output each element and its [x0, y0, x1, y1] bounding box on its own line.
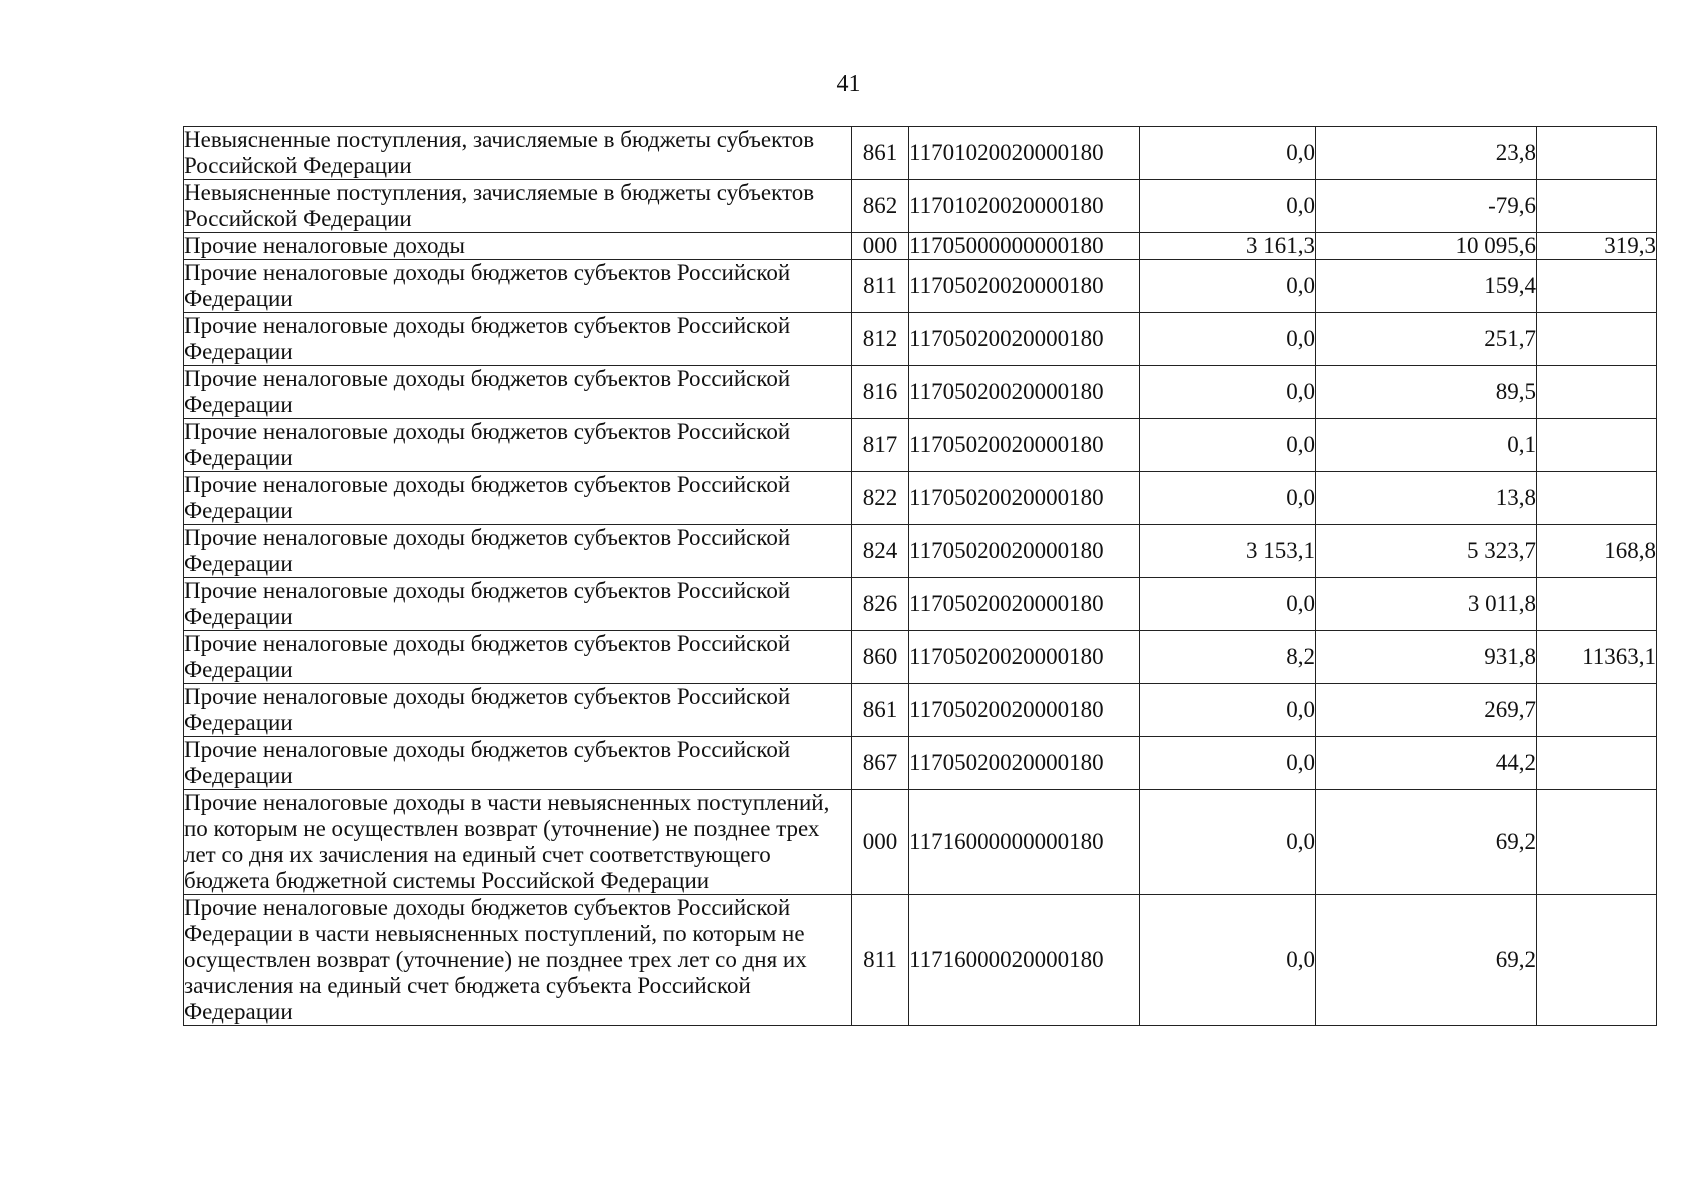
- income-name-cell: Прочие неналоговые доходы: [184, 233, 852, 260]
- income-name-cell: Прочие неналоговые доходы бюджетов субъектов Российской Федерации: [184, 419, 852, 472]
- classification-code-cell: 11716000000000180: [909, 790, 1140, 895]
- table-row: [184, 127, 1657, 180]
- value-col-3-cell: 168,8: [1537, 525, 1657, 578]
- value-col-1-cell: 0,0: [1140, 472, 1316, 525]
- value-col-2-cell: 931,8: [1316, 631, 1537, 684]
- value-col-2-cell: 159,4: [1316, 260, 1537, 313]
- value-col-1-cell: 0,0: [1140, 737, 1316, 790]
- table-row: [184, 260, 1657, 313]
- table-body: [184, 127, 1657, 1026]
- value-col-3-cell: [1537, 790, 1657, 895]
- income-name-cell: Прочие неналоговые доходы бюджетов субъектов Российской Федерации: [184, 366, 852, 419]
- admin-code-cell: 816: [852, 366, 909, 419]
- admin-code-cell: 861: [852, 127, 909, 180]
- income-name-cell: Прочие неналоговые доходы бюджетов субъектов Российской Федерации: [184, 260, 852, 313]
- admin-code-cell: 862: [852, 180, 909, 233]
- income-name-cell: Прочие неналоговые доходы бюджетов субъектов Российской Федерации: [184, 472, 852, 525]
- value-col-3-cell: [1537, 366, 1657, 419]
- table-row: [184, 737, 1657, 790]
- value-col-1-cell: 3 153,1: [1140, 525, 1316, 578]
- table-row: [184, 313, 1657, 366]
- classification-code-cell: 11705020020000180: [909, 419, 1140, 472]
- value-col-1-cell: 0,0: [1140, 419, 1316, 472]
- page-number: 41: [836, 71, 861, 97]
- table-row: [184, 578, 1657, 631]
- value-col-2-cell: 269,7: [1316, 684, 1537, 737]
- value-col-3-cell: [1537, 260, 1657, 313]
- income-name-cell: Прочие неналоговые доходы бюджетов субъектов Российской Федерации: [184, 525, 852, 578]
- value-col-3-cell: [1537, 127, 1657, 180]
- income-name-cell: Невыясненные поступления, зачисляемые в бюджеты субъектов Российской Федерации: [184, 180, 852, 233]
- value-col-2-cell: 251,7: [1316, 313, 1537, 366]
- classification-code-cell: 11705020020000180: [909, 578, 1140, 631]
- classification-code-cell: 11705020020000180: [909, 737, 1140, 790]
- admin-code-cell: 811: [852, 260, 909, 313]
- classification-code-cell: 11701020020000180: [909, 180, 1140, 233]
- value-col-3-cell: [1537, 578, 1657, 631]
- value-col-1-cell: 0,0: [1140, 366, 1316, 419]
- value-col-1-cell: 3 161,3: [1140, 233, 1316, 260]
- value-col-2-cell: 0,1: [1316, 419, 1537, 472]
- value-col-3-cell: [1537, 180, 1657, 233]
- value-col-1-cell: 0,0: [1140, 313, 1316, 366]
- table-row: [184, 366, 1657, 419]
- classification-code-cell: 11705000000000180: [909, 233, 1140, 260]
- value-col-1-cell: 0,0: [1140, 790, 1316, 895]
- value-col-2-cell: 69,2: [1316, 895, 1537, 1026]
- value-col-3-cell: [1537, 895, 1657, 1026]
- admin-code-cell: 826: [852, 578, 909, 631]
- admin-code-cell: 812: [852, 313, 909, 366]
- value-col-1-cell: 8,2: [1140, 631, 1316, 684]
- classification-code-cell: 11705020020000180: [909, 260, 1140, 313]
- value-col-2-cell: 10 095,6: [1316, 233, 1537, 260]
- admin-code-cell: 861: [852, 684, 909, 737]
- classification-code-cell: 11701020020000180: [909, 127, 1140, 180]
- value-col-1-cell: 0,0: [1140, 578, 1316, 631]
- income-name-cell: Невыясненные поступления, зачисляемые в бюджеты субъектов Российской Федерации: [184, 127, 852, 180]
- table-row: [184, 790, 1657, 895]
- value-col-2-cell: 5 323,7: [1316, 525, 1537, 578]
- table-row: [184, 631, 1657, 684]
- value-col-2-cell: 44,2: [1316, 737, 1537, 790]
- classification-code-cell: 11705020020000180: [909, 313, 1140, 366]
- admin-code-cell: 811: [852, 895, 909, 1026]
- income-name-cell: Прочие неналоговые доходы бюджетов субъектов Российской Федерации в части невыясненных поступлений, по которым не осуществлен возврат (уточнение) не позднее трех лет со дня их зачисления на единый счет бюджета субъекта Российской Федерации: [184, 895, 852, 1026]
- admin-code-cell: 000: [852, 233, 909, 260]
- admin-code-cell: 824: [852, 525, 909, 578]
- revenue-table: [183, 126, 1657, 1026]
- income-name-cell: Прочие неналоговые доходы в части невыясненных поступлений, по которым не осуществлен возврат (уточнение) не позднее трех лет со дня их зачисления на единый счет соответствующего бюджета бюджетной системы Российской Федерации: [184, 790, 852, 895]
- classification-code-cell: 11716000020000180: [909, 895, 1140, 1026]
- admin-code-cell: 867: [852, 737, 909, 790]
- value-col-1-cell: 0,0: [1140, 127, 1316, 180]
- value-col-2-cell: 69,2: [1316, 790, 1537, 895]
- value-col-1-cell: 0,0: [1140, 180, 1316, 233]
- value-col-3-cell: [1537, 313, 1657, 366]
- value-col-3-cell: [1537, 419, 1657, 472]
- value-col-2-cell: 89,5: [1316, 366, 1537, 419]
- income-name-cell: Прочие неналоговые доходы бюджетов субъектов Российской Федерации: [184, 313, 852, 366]
- table-row: [184, 233, 1657, 260]
- classification-code-cell: 11705020020000180: [909, 366, 1140, 419]
- value-col-2-cell: -79,6: [1316, 180, 1537, 233]
- value-col-3-cell: [1537, 684, 1657, 737]
- classification-code-cell: 11705020020000180: [909, 472, 1140, 525]
- value-col-2-cell: 3 011,8: [1316, 578, 1537, 631]
- admin-code-cell: 817: [852, 419, 909, 472]
- table-row: [184, 525, 1657, 578]
- income-name-cell: Прочие неналоговые доходы бюджетов субъектов Российской Федерации: [184, 684, 852, 737]
- admin-code-cell: 822: [852, 472, 909, 525]
- value-col-2-cell: 13,8: [1316, 472, 1537, 525]
- value-col-1-cell: 0,0: [1140, 895, 1316, 1026]
- admin-code-cell: 000: [852, 790, 909, 895]
- value-col-3-cell: 11363,1: [1537, 631, 1657, 684]
- table-row: [184, 180, 1657, 233]
- value-col-2-cell: 23,8: [1316, 127, 1537, 180]
- value-col-1-cell: 0,0: [1140, 260, 1316, 313]
- classification-code-cell: 11705020020000180: [909, 684, 1140, 737]
- value-col-1-cell: 0,0: [1140, 684, 1316, 737]
- table-row: [184, 472, 1657, 525]
- admin-code-cell: 860: [852, 631, 909, 684]
- income-name-cell: Прочие неналоговые доходы бюджетов субъектов Российской Федерации: [184, 737, 852, 790]
- table-row: [184, 684, 1657, 737]
- value-col-3-cell: 319,3: [1537, 233, 1657, 260]
- table-row: [184, 895, 1657, 1026]
- classification-code-cell: 11705020020000180: [909, 631, 1140, 684]
- classification-code-cell: 11705020020000180: [909, 525, 1140, 578]
- value-col-3-cell: [1537, 472, 1657, 525]
- income-name-cell: Прочие неналоговые доходы бюджетов субъектов Российской Федерации: [184, 578, 852, 631]
- value-col-3-cell: [1537, 737, 1657, 790]
- table-row: [184, 419, 1657, 472]
- income-name-cell: Прочие неналоговые доходы бюджетов субъектов Российской Федерации: [184, 631, 852, 684]
